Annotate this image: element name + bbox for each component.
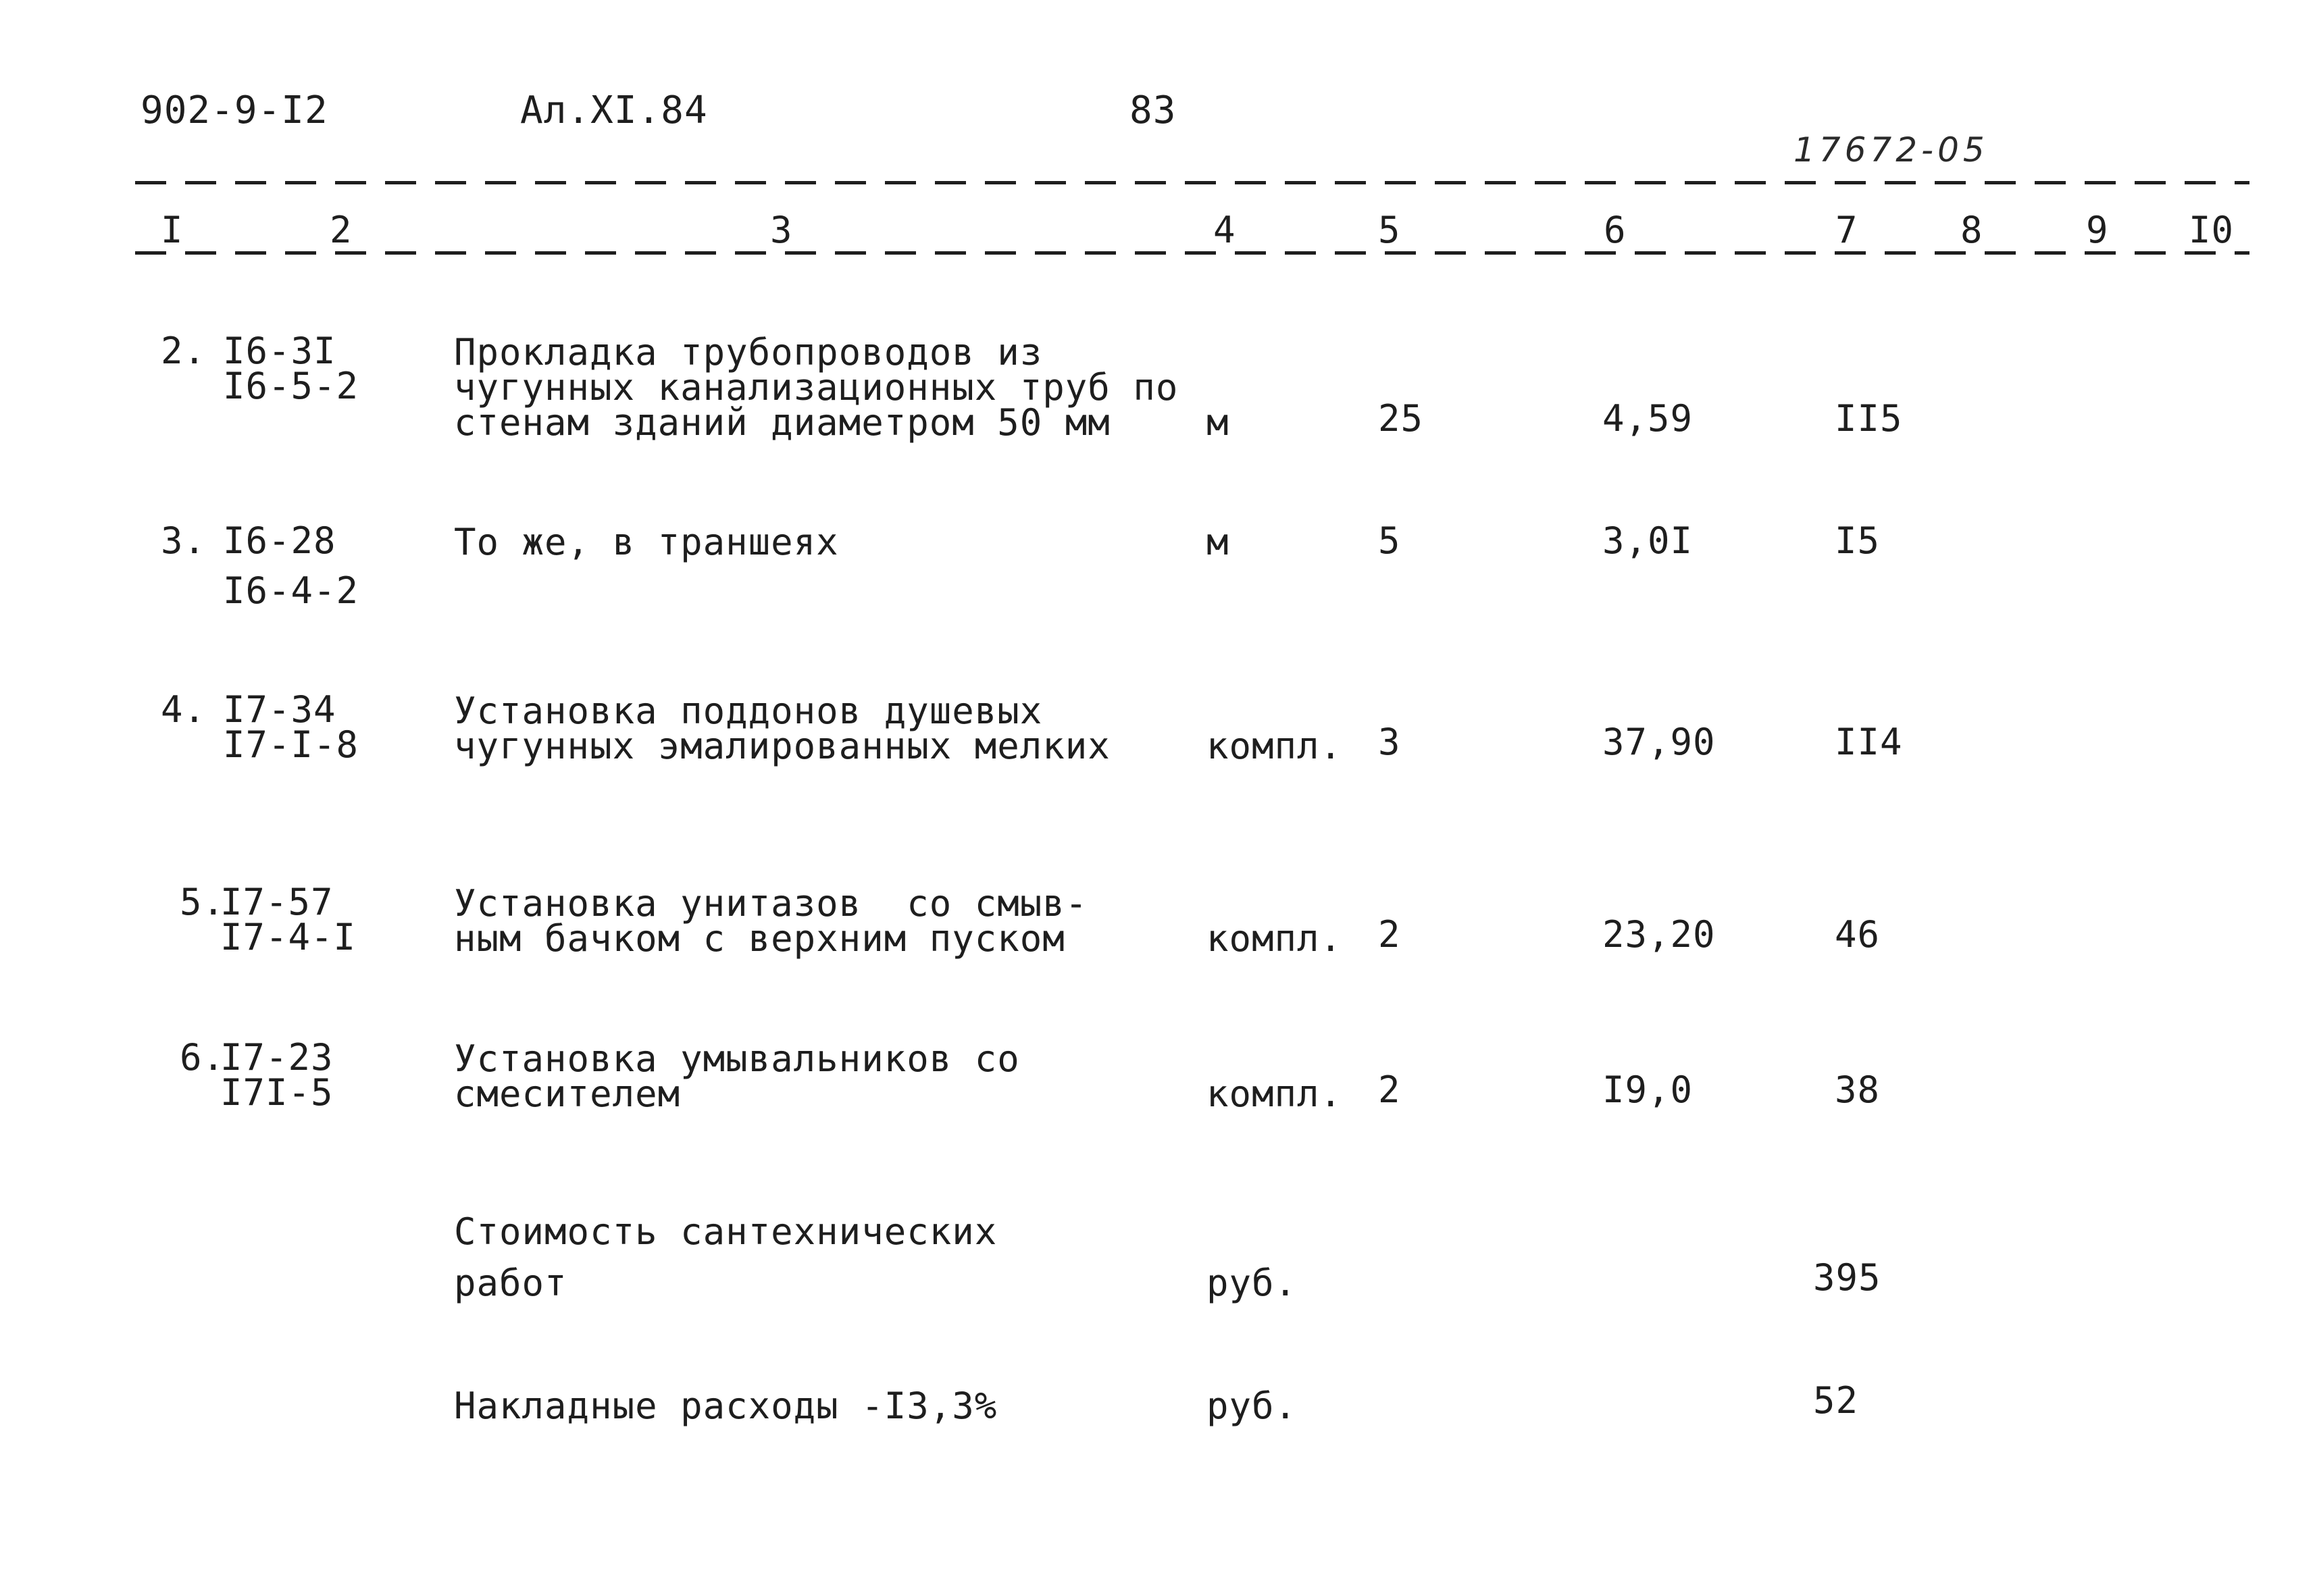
row-code: I6-3I — [223, 330, 336, 372]
row-quantity: 5 — [1378, 519, 1401, 562]
row-description-line: стенам зданий диаметром 50 мм — [454, 401, 1111, 444]
summary-label-line: Стоимость сантехнических — [454, 1210, 998, 1253]
row-total: I5 — [1835, 519, 1881, 562]
column-number: 3 — [770, 209, 793, 251]
column-number: I — [161, 209, 184, 251]
row-price: 4,59 — [1602, 397, 1694, 440]
row-total: II4 — [1835, 721, 1903, 763]
row-code: I7I-5 — [220, 1071, 334, 1114]
row-description-line: Прокладка трубопроводов из — [454, 331, 1043, 374]
summary-unit: руб. — [1206, 1262, 1298, 1304]
row-code: I6-28 — [223, 519, 336, 562]
row-number: 6. — [180, 1036, 226, 1079]
row-unit: м — [1206, 401, 1229, 444]
row-unit: м — [1206, 521, 1229, 563]
column-number: 2 — [330, 209, 353, 251]
row-description-line: ным бачком с верхним пуском — [454, 917, 1065, 960]
row-description-line: Установка поддонов душевых — [454, 690, 1043, 732]
row-total: II5 — [1835, 397, 1903, 440]
column-number: 9 — [2086, 209, 2109, 251]
summary-label-line: Накладные расходы -I3,3% — [454, 1385, 998, 1427]
column-header-divider — [135, 251, 2249, 255]
row-code: I6-4-2 — [223, 569, 359, 612]
summary-unit: руб. — [1206, 1385, 1298, 1427]
row-total: 38 — [1835, 1069, 1881, 1111]
row-unit: компл. — [1206, 917, 1343, 960]
row-number: 2. — [161, 330, 207, 372]
row-code: I7-34 — [223, 688, 336, 731]
page-number: 83 — [1129, 88, 1177, 132]
row-description-line: чугунных эмалированных мелких — [454, 725, 1111, 767]
column-number: 5 — [1378, 209, 1401, 251]
header-divider — [135, 181, 2249, 184]
row-quantity: 2 — [1378, 1069, 1401, 1111]
row-number: 4. — [161, 688, 207, 731]
row-price: 37,90 — [1602, 721, 1716, 763]
album-number: Ал.XI.84 — [520, 88, 708, 132]
row-unit: компл. — [1206, 1073, 1343, 1115]
row-number: 5. — [180, 881, 226, 923]
summary-total: 395 — [1813, 1256, 1881, 1299]
column-number: I0 — [2189, 209, 2235, 251]
row-code: I7-57 — [220, 881, 334, 923]
row-price: I9,0 — [1602, 1069, 1694, 1111]
row-total: 46 — [1835, 913, 1881, 956]
row-number: 3. — [161, 519, 207, 562]
row-code: I7-23 — [220, 1036, 334, 1079]
row-description-line: Установка умывальников со — [454, 1037, 1020, 1080]
column-number: 8 — [1960, 209, 1983, 251]
row-quantity: 3 — [1378, 721, 1401, 763]
row-code: I6-5-2 — [223, 365, 359, 407]
summary-label-line: работ — [454, 1262, 567, 1304]
document-code: 902-9-I2 — [141, 88, 328, 132]
row-code: I7-I-8 — [223, 723, 359, 766]
row-code: I7-4-I — [220, 916, 357, 958]
column-number: 7 — [1835, 209, 1858, 251]
row-quantity: 25 — [1378, 397, 1424, 440]
column-number: 4 — [1213, 209, 1236, 251]
row-description-line: То же, в траншеях — [454, 521, 839, 563]
row-description-line: смесителем — [454, 1073, 681, 1115]
column-number: 6 — [1604, 209, 1627, 251]
row-quantity: 2 — [1378, 913, 1401, 956]
row-price: 23,20 — [1602, 913, 1716, 956]
row-unit: компл. — [1206, 725, 1343, 767]
row-description-line: Установка унитазов со смыв- — [454, 882, 1088, 925]
summary-total: 52 — [1813, 1379, 1859, 1422]
row-description-line: чугунных канализационных труб по — [454, 366, 1179, 409]
row-price: 3,0I — [1602, 519, 1694, 562]
handwritten-number: 17672-05 — [1794, 130, 1989, 170]
